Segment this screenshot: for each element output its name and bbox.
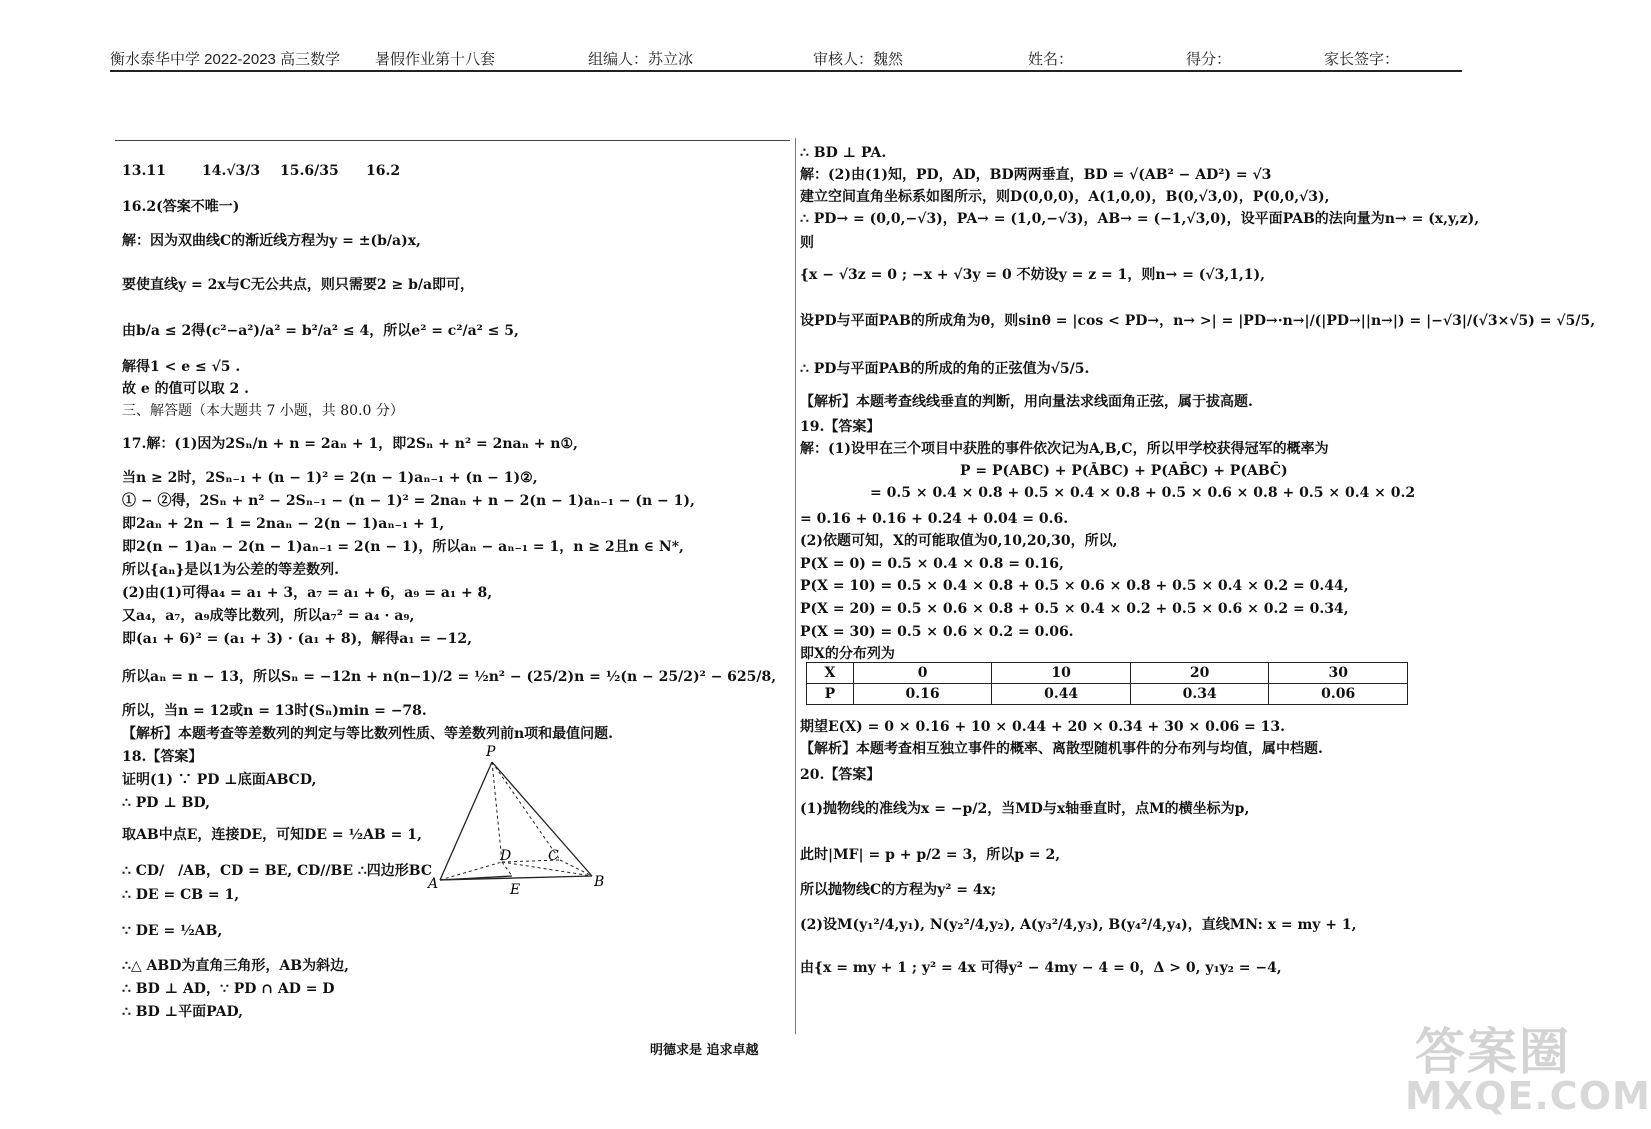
table-cell: 20 — [1130, 663, 1269, 684]
text-line: ∴△ ABD为直角三角形，AB为斜边, — [122, 958, 349, 974]
analysis-line: 【解析】本题考查线线垂直的判断，用向量法求线面角正弦，属于拔高题. — [800, 394, 1253, 410]
header-score-field: 得分： — [1186, 51, 1232, 68]
distribution-table — [806, 662, 1408, 705]
right-column — [800, 142, 1596, 1012]
label-C: C — [548, 848, 559, 864]
top-rule — [115, 140, 790, 141]
text-line: 此时|MF| = p + p/2 = 3，所以p = 2, — [800, 847, 1061, 863]
text-line: 当n ≥ 2时，2Sₙ₋₁ + (n − 1)² = 2(n − 1)aₙ₋₁ + (n − 1)②, — [122, 470, 538, 486]
label-B: B — [594, 874, 605, 890]
text-line: 所以aₙ = n − 13，所以Sₙ = −12n + n(n−1)/2 = ½n² − (25/2)n = ½(n − 25/2)² − 625/8, — [122, 669, 777, 685]
answer-16: 16.2 — [366, 163, 401, 179]
text-line: 证明(1) ∵ PD ⊥底面ABCD, — [122, 772, 317, 788]
text-line: 所以{aₙ}是以1为公差的等差数列. — [122, 562, 339, 578]
text-line: ∵ DE = ½AB, — [122, 923, 223, 939]
label-E: E — [510, 882, 521, 898]
table-row — [807, 684, 1408, 705]
text-line: P(X = 30) = 0.5 × 0.6 × 0.2 = 0.06. — [800, 624, 1074, 640]
edge-PC — [492, 762, 560, 860]
text-line: (2)设M(y₁²/4,y₁), N(y₂²/4,y₂), A(y₃²/4,y₃), B(y₄²/4,y₄)，直线MN: x = my + 1, — [800, 917, 1357, 933]
text-line: ∴ PD与平面PAB的所成的角的正弦值为√5/5. — [800, 361, 1090, 377]
edge-PD — [492, 762, 502, 862]
answer-14: 14.√3/3 — [202, 163, 261, 179]
section-heading: 三、解答题（本大题共 7 小题，共 80.0 分） — [122, 403, 404, 419]
text-line: {x − √3z = 0 ; −x + √3y = 0 不妨设y = z = 1，则n→ = (√3,1,1), — [800, 267, 1266, 283]
text-line: 所以抛物线C的方程为y² = 4x; — [800, 882, 997, 898]
page-header — [110, 44, 1462, 72]
question-heading: 20.【答案】 — [800, 767, 881, 783]
watermark-url: MXQE.COM — [1405, 1074, 1651, 1118]
text-line: ∴ PD→ = (0,0,−√3)，PA→ = (1,0,−√3)，AB→ = (−1,√3,0)，设平面PAB的法向量为n→ = (x,y,z), — [800, 211, 1480, 227]
table-cell: 10 — [992, 663, 1131, 684]
table-cell: 0.44 — [992, 684, 1131, 705]
text-line: = 0.16 + 0.16 + 0.24 + 0.04 = 0.6. — [800, 511, 1069, 527]
edge-AB — [440, 876, 592, 880]
edge-PA — [440, 762, 492, 880]
text-line: P = P(ABC) + P(ĀBC) + P(AB̄C) + P(ABC̄) — [960, 463, 1288, 479]
text-line: P(X = 10) = 0.5 × 0.4 × 0.8 + 0.5 × 0.6 × 0.8 + 0.5 × 0.4 × 0.2 = 0.44, — [800, 578, 1349, 594]
text-line: 取AB中点E，连接DE，可知DE = ½AB = 1, — [122, 827, 422, 843]
pyramid-figure — [420, 740, 620, 900]
text-line: 设PD与平面PAB的所成角为θ，则sinθ = |cos < PD→，n→ >| = |PD→·n→|/(|PD→||n→|) = |−√3|/(√3×√5) = √5/5, — [800, 313, 1596, 329]
text-line: 解：因为双曲线C的渐近线方程为y = ±(b/a)x, — [122, 233, 421, 249]
table-cell: 0.06 — [1269, 684, 1408, 705]
text-line: 所以，当n = 12或n = 13时(Sₙ)min = −78. — [122, 703, 427, 719]
table-header-row — [807, 663, 1408, 684]
table-cell: P — [807, 684, 854, 705]
column-divider — [795, 138, 796, 1034]
watermark-logo — [1405, 1012, 1651, 1122]
header-title: 暑假作业第十八套 — [375, 51, 496, 68]
text-line: 16.2(答案不唯一) — [122, 199, 240, 215]
text-line: ∴ CD/ /AB，CD = BE, CD//BE ∴四边形BC — [122, 863, 433, 879]
text-line: 17.解：(1)因为2Sₙ/n + n = 2aₙ + 1，即2Sₙ + n² = 2naₙ + n①, — [122, 436, 578, 452]
text-line: ∴ BD ⊥ AD，∵ PD ∩ AD = D — [122, 981, 335, 997]
label-D: D — [500, 848, 512, 864]
text-line: ∴ PD ⊥ BD, — [122, 795, 210, 811]
text-line: (2)依题可知，X的可能取值为0,10,20,30，所以, — [800, 533, 1118, 549]
answer-13: 13.11 — [122, 163, 166, 179]
text-line: 故 e 的值可以取 2 . — [122, 381, 250, 397]
analysis-line: 【解析】本题考查等差数列的判定与等比数列性质、等差数列前n项和最值问题. — [122, 726, 614, 742]
table-cell: 30 — [1269, 663, 1408, 684]
text-line: (1)抛物线的准线为x = −p/2，当MD与x轴垂直时，点M的横坐标为p, — [800, 801, 1250, 817]
text-line: 即2aₙ + 2n − 1 = 2naₙ − 2(n − 1)aₙ₋₁ + 1, — [122, 516, 445, 532]
question-heading: 19.【答案】 — [800, 419, 881, 435]
watermark-text: 答案圈 — [1415, 1023, 1571, 1081]
table-cell: 0 — [853, 663, 992, 684]
text-line: P(X = 0) = 0.5 × 0.4 × 0.8 = 0.16, — [800, 556, 1064, 572]
question-heading: 18.【答案】 — [122, 749, 203, 765]
text-line: 即2(n − 1)aₙ − 2(n − 1)aₙ₋₁ = 2(n − 1)，所以aₙ − aₙ₋₁ = 1，n ≥ 2且n ∈ N*, — [122, 539, 684, 555]
text-line: 解：(1)设甲在三个项目中获胜的事件依次记为A,B,C，所以甲学校获得冠军的概率为 — [800, 441, 1329, 457]
text-line: ① − ②得，2Sₙ + n² − 2Sₙ₋₁ − (n − 1)² = 2naₙ + n − 2(n − 1)aₙ₋₁ − (n − 1), — [122, 493, 695, 509]
text-line: (2)由(1)可得a₄ = a₁ + 3，a₇ = a₁ + 6，a₉ = a₁ + 8, — [122, 585, 493, 601]
text-line: 又a₄，a₇，a₉成等比数列，所以a₇² = a₄ · a₉, — [122, 608, 415, 624]
text-line: 即X的分布列为 — [800, 646, 895, 662]
header-editor: 组编人：苏立冰 — [588, 51, 694, 68]
text-line: ∴ BD ⊥平面PAD, — [122, 1004, 243, 1020]
header-school: 衡水泰华中学 2022-2023 高三数学 — [110, 51, 341, 68]
analysis-line: 【解析】本题考查相互独立事件的概率、离散型随机事件的分布列与均值，属中档题. — [800, 741, 1323, 757]
text-line: 解得1 < e ≤ √5 . — [122, 359, 241, 375]
label-P: P — [486, 744, 496, 760]
text-line: 期望E(X) = 0 × 0.16 + 10 × 0.44 + 20 × 0.34 + 30 × 0.06 = 13. — [800, 719, 1286, 735]
text-line: 则 — [800, 235, 814, 251]
answer-15: 15.6/35 — [280, 163, 339, 179]
label-A: A — [428, 876, 439, 892]
text-line: = 0.5 × 0.4 × 0.8 + 0.5 × 0.4 × 0.8 + 0.5 × 0.6 × 0.8 + 0.5 × 0.4 × 0.2 — [870, 485, 1416, 501]
table-cell: X — [807, 663, 854, 684]
footer-motto: 明德求是 追求卓越 — [650, 1043, 759, 1058]
text-line: ∴ DE = CB = 1, — [122, 887, 240, 903]
text-line: 即(a₁ + 6)² = (a₁ + 3) · (a₁ + 8)，解得a₁ = −12, — [122, 631, 473, 647]
header-parent-signature: 家长签字： — [1324, 51, 1400, 68]
text-line: 要使直线y = 2x与C无公共点，则只需要2 ≥ b/a即可， — [122, 277, 475, 293]
header-name-field: 姓名： — [1028, 51, 1074, 68]
text-line: ∴ BD ⊥ PA. — [800, 145, 887, 161]
header-reviewer: 审核人：魏然 — [813, 51, 904, 68]
text-line: P(X = 20) = 0.5 × 0.6 × 0.8 + 0.5 × 0.4 × 0.2 + 0.5 × 0.6 × 0.2 = 0.34, — [800, 601, 1349, 617]
text-line: 由{x = my + 1 ; y² = 4x 可得y² − 4my − 4 = 0，Δ > 0, y₁y₂ = −4, — [800, 960, 1282, 976]
edge-DE — [502, 862, 512, 876]
text-line: 解：(2)由(1)知，PD，AD，BD两两垂直，BD = √(AB² − AD²) = √3 — [800, 167, 1272, 183]
table-cell: 0.16 — [853, 684, 992, 705]
text-line: 由b/a ≤ 2得(c²−a²)/a² = b²/a² ≤ 4，所以e² = c²/a² ≤ 5, — [122, 323, 519, 339]
text-line: 建立空间直角坐标系如图所示，则D(0,0,0)，A(1,0,0)，B(0,√3,0)，P(0,0,√3), — [800, 189, 1330, 205]
table-cell: 0.34 — [1130, 684, 1269, 705]
